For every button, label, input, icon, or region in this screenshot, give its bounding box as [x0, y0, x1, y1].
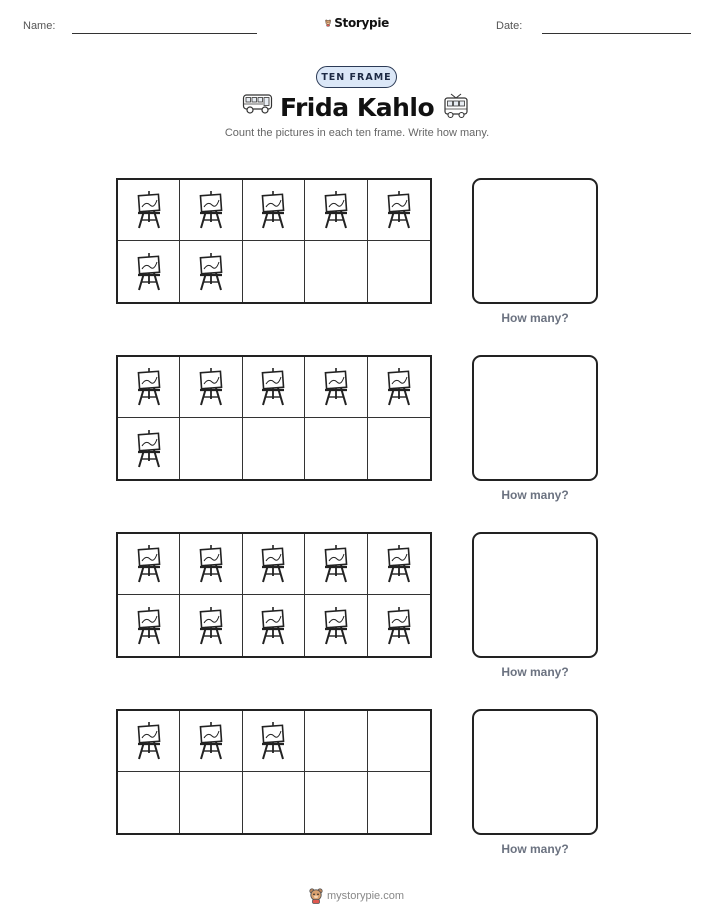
footer [309, 886, 404, 906]
easel-icon [321, 544, 351, 584]
ten-frame-cell [243, 357, 305, 418]
name-line[interactable] [72, 33, 257, 34]
worksheet-type-badge: TEN FRAME [316, 66, 397, 88]
ten-frame-cell [243, 595, 305, 656]
answer-box-1[interactable] [472, 178, 598, 304]
easel-icon [258, 190, 288, 230]
ten-frame-cell [305, 772, 367, 833]
how-many-label: How many? [501, 311, 569, 325]
ten-frame-cell [243, 418, 305, 479]
ten-frame-cell [305, 418, 367, 479]
name-label: Name: [23, 20, 56, 32]
ten-frame-cell [368, 418, 430, 479]
brand-name: Storypie [334, 16, 389, 30]
ten-frame-cell [305, 180, 367, 241]
ten-frame-cell [118, 772, 180, 833]
easel-icon [258, 606, 288, 646]
ten-frame-cell [368, 595, 430, 656]
bus-icon [242, 93, 274, 115]
ten-frame-cell [180, 595, 242, 656]
easel-icon [384, 544, 414, 584]
ten-frame-cell [118, 241, 180, 302]
ten-frame-cell [180, 418, 242, 479]
easel-icon [258, 721, 288, 761]
ten-frame-1 [116, 178, 432, 304]
ten-frame-cell [118, 180, 180, 241]
ten-frame-cell [368, 711, 430, 772]
date-line[interactable] [542, 33, 691, 34]
easel-icon [384, 190, 414, 230]
easel-icon [134, 429, 164, 469]
answer-box-3[interactable] [472, 532, 598, 658]
trolley-icon [442, 93, 470, 119]
easel-icon [134, 367, 164, 407]
ten-frame-cell [368, 357, 430, 418]
ten-frame-cell [368, 241, 430, 302]
ten-frame-cell [368, 180, 430, 241]
easel-icon [196, 252, 226, 292]
ten-frame-cell [368, 534, 430, 595]
easel-icon [321, 367, 351, 407]
easel-icon [384, 606, 414, 646]
easel-icon [134, 606, 164, 646]
easel-icon [258, 544, 288, 584]
ten-frame-cell [243, 772, 305, 833]
ten-frame-cell [305, 357, 367, 418]
ten-frame-cell [118, 595, 180, 656]
ten-frame-cell [118, 357, 180, 418]
ten-frame-cell [368, 772, 430, 833]
how-many-label: How many? [501, 488, 569, 502]
ten-frame-cell [243, 534, 305, 595]
easel-icon [196, 721, 226, 761]
ten-frame-cell [305, 711, 367, 772]
instructions: Count the pictures in each ten frame. Write how many. [224, 127, 490, 139]
easel-icon [196, 367, 226, 407]
ten-frame-cell [118, 534, 180, 595]
ten-frame-cell [243, 241, 305, 302]
ten-frame-3 [116, 532, 432, 658]
easel-icon [196, 544, 226, 584]
ten-frame-cell [305, 595, 367, 656]
ten-frame-cell [305, 534, 367, 595]
easel-icon [134, 544, 164, 584]
worksheet-title: Frida Kahlo [280, 93, 435, 122]
ten-frame-cell [180, 711, 242, 772]
easel-icon [134, 721, 164, 761]
ten-frame-cell [180, 180, 242, 241]
ten-frame-2 [116, 355, 432, 481]
ten-frame-cell [118, 418, 180, 479]
ten-frame-cell [180, 241, 242, 302]
date-label: Date: [496, 20, 523, 32]
answer-box-2[interactable] [472, 355, 598, 481]
ten-frame-cell [180, 357, 242, 418]
ten-frame-cell [305, 241, 367, 302]
bear-mascot-icon [325, 15, 331, 31]
bear-mascot-icon [309, 888, 323, 904]
easel-icon [258, 367, 288, 407]
footer-url: mystorypie.com [327, 890, 405, 902]
ten-frame-cell [180, 534, 242, 595]
ten-frame-cell [180, 772, 242, 833]
easel-icon [321, 190, 351, 230]
easel-icon [384, 367, 414, 407]
how-many-label: How many? [501, 665, 569, 679]
answer-box-4[interactable] [472, 709, 598, 835]
easel-icon [196, 606, 226, 646]
how-many-label: How many? [501, 842, 569, 856]
brand-logo [325, 13, 389, 33]
ten-frame-cell [243, 711, 305, 772]
ten-frame-cell [243, 180, 305, 241]
ten-frame-4 [116, 709, 432, 835]
easel-icon [196, 190, 226, 230]
ten-frame-cell [118, 711, 180, 772]
easel-icon [134, 190, 164, 230]
easel-icon [321, 606, 351, 646]
easel-icon [134, 252, 164, 292]
